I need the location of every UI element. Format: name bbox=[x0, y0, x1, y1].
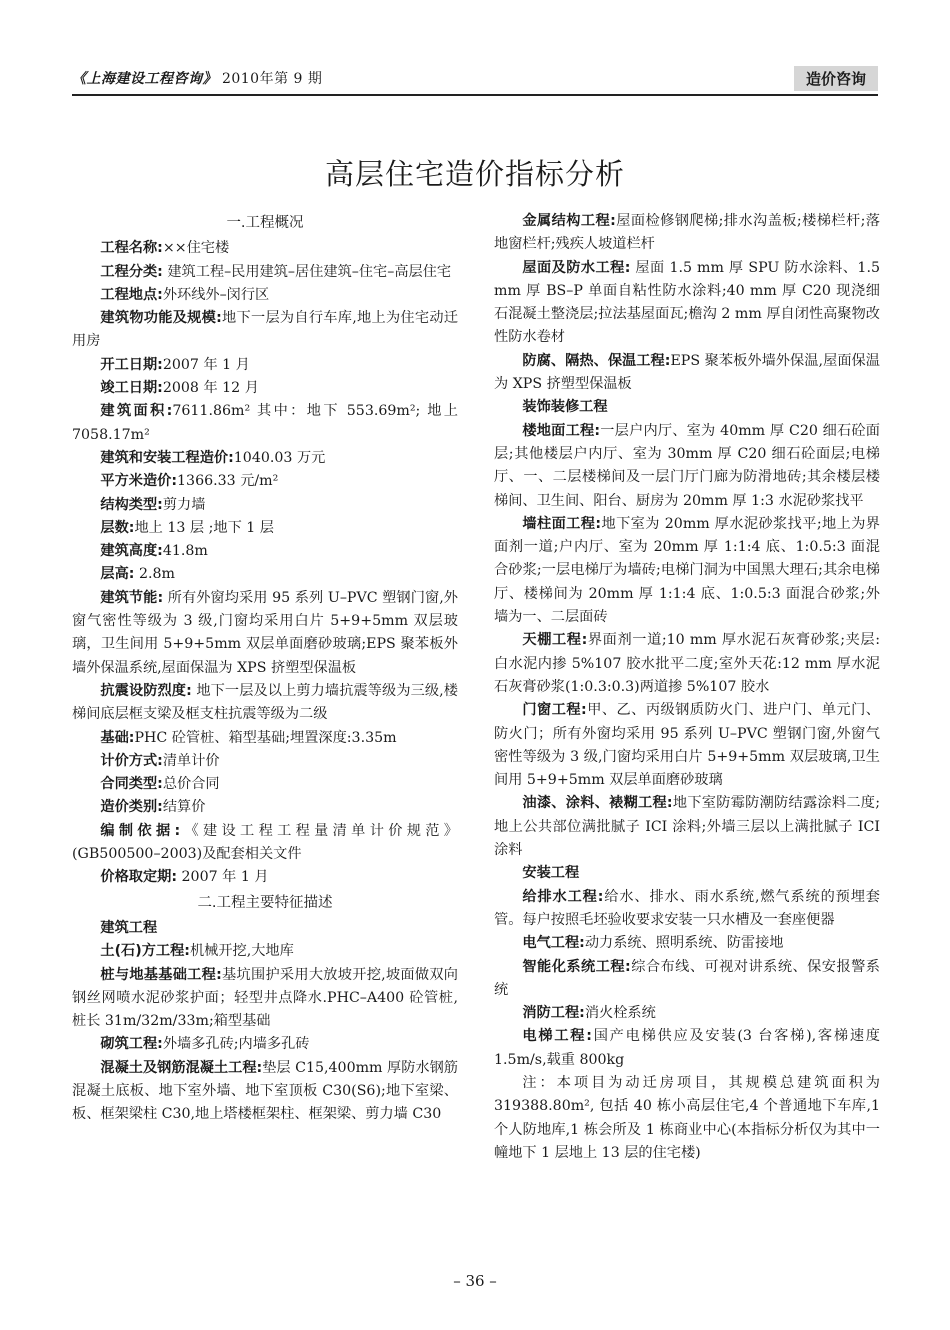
field-value: 动力系统、照明系统、防雷接地 bbox=[584, 935, 784, 952]
field-paragraph bbox=[72, 540, 458, 563]
field-label: 计价方式: bbox=[100, 752, 163, 769]
field-value: 2007 年 1 月 bbox=[162, 356, 250, 373]
field-value: 2.8m bbox=[134, 566, 175, 583]
field-value: 地上 13 层 ;地下 1 层 bbox=[134, 519, 274, 536]
field-label: 工程分类: bbox=[100, 263, 163, 280]
field-value: 甲、乙、丙级钢质防火门、进户门、单元门、防火门；所有外窗均采用 95 系列 U–PVC 塑钢门窗,外窗气密性等级为 3 级,门窗均采用白片 5+9+5mm 双层玻璃,卫生间用 5+9+5mm 双层单面磨砂玻璃 bbox=[494, 702, 880, 789]
field-label: 墙柱面工程: bbox=[522, 515, 602, 532]
field-label: 土(石)方工程: bbox=[100, 943, 190, 960]
field-label: 合同类型: bbox=[100, 776, 163, 793]
field-paragraph bbox=[72, 261, 458, 284]
field-label: 开工日期: bbox=[100, 356, 163, 373]
field-value: 结算价 bbox=[162, 799, 206, 816]
field-label: 防腐、隔热、保温工程: bbox=[522, 352, 671, 369]
field-value: 1366.33 元/m² bbox=[177, 473, 279, 490]
field-value: 垫层 C15,400mm 厚防水钢筋混凝土底板、地下室外墙、地下室顶板 C30(S6);地下室梁、板、框架梁柱 C30,地上塔楼框架柱、框架梁、剪力墙 C30 bbox=[72, 1059, 458, 1123]
subsection-heading: 装饰装修工程 bbox=[522, 399, 608, 416]
field-label: 工程地点: bbox=[100, 286, 163, 303]
field-label: 智能化系统工程: bbox=[522, 958, 631, 975]
field-paragraph bbox=[494, 956, 880, 1003]
field-value: 《建设工程工程量清单计价规范》(GB500500–2003)及配套相关文件 bbox=[72, 822, 458, 863]
field-paragraph bbox=[494, 629, 880, 699]
field-label: 基础: bbox=[100, 729, 135, 746]
field-value: 地下室防霉防潮防结露涂料二度;地上公共部位满批腻子 ICI 涂料;外墙三层以上满批腻子 ICI 涂料 bbox=[494, 795, 880, 859]
field-label: 竣工日期: bbox=[100, 380, 163, 397]
field-value: 1040.03 万元 bbox=[233, 449, 326, 466]
field-label: 抗震设防烈度: bbox=[100, 682, 192, 699]
field-label: 金属结构工程: bbox=[522, 213, 616, 229]
field-label: 楼地面工程: bbox=[522, 422, 601, 439]
field-value: 2008 年 12 月 bbox=[162, 380, 259, 397]
field-label: 建筑面积: bbox=[100, 403, 173, 420]
field-label: 层高: bbox=[100, 566, 135, 583]
field-paragraph bbox=[72, 964, 458, 1034]
field-value: 2007 年 1 月 bbox=[177, 869, 269, 886]
field-paragraph bbox=[72, 680, 458, 727]
field-value: 屋面 1.5 mm 厚 SPU 防水涂料、1.5 mm 厚 BS–P 单面自粘性防水涂料;40 mm 厚 C20 现浇细石混凝土整浇层;拉法基屋面瓦;檐沟 2 mm 厚自闭性高聚物改性防水卷材 bbox=[494, 259, 880, 346]
field-paragraph bbox=[494, 210, 880, 257]
section-tag: 造价咨询 bbox=[794, 66, 878, 91]
field-paragraph bbox=[72, 1057, 458, 1127]
journal-title: 《上海建设工程咨询》 bbox=[72, 71, 217, 87]
left-column bbox=[72, 210, 458, 1127]
field-label: 天棚工程: bbox=[522, 632, 588, 649]
field-label: 结构类型: bbox=[100, 496, 163, 513]
page-header bbox=[72, 66, 878, 92]
journal-issue: 2010年第 9 期 bbox=[221, 71, 323, 87]
field-value: 界面剂一道;10 mm 厚水泥石灰膏砂浆;夹层:白水泥内掺 5%107 胶水批平二度;室外天花:12 mm 厚水泥石灰膏砂浆(1:0.3:0.3)两道掺 5%107 胶水 bbox=[494, 632, 880, 695]
header-rule bbox=[72, 94, 878, 96]
field-value: 地下室为 20mm 厚水泥砂浆找平;地上为界面剂一道;户内厅、室为 20mm 厚 1:1:4 底、1:0.5:3 面混合砂浆;一层电梯厅为墙砖;电梯门洞为中国黑大理石;其余电梯厅、楼梯间为 20mm 厚 1:1:4 底、1:0.5:3 面混合砂浆;外墙为一、二层面砖 bbox=[494, 515, 880, 626]
right-column bbox=[494, 210, 880, 1165]
field-value: 地下一层为自行车库,地上为住宅动迁用房 bbox=[72, 310, 458, 350]
field-value: 国产电梯供应及安装(3 台客梯),客梯速度 1.5m/s,载重 800kg bbox=[494, 1028, 880, 1068]
field-label: 电气工程: bbox=[522, 935, 585, 952]
field-value: 剪力墙 bbox=[162, 496, 206, 513]
field-value: 建筑工程–民用建筑–居住建筑–住宅–高层住宅 bbox=[162, 263, 452, 280]
field-paragraph bbox=[72, 1033, 458, 1056]
field-label: 屋面及防水工程: bbox=[522, 259, 631, 276]
field-paragraph bbox=[72, 400, 458, 447]
field-paragraph bbox=[72, 866, 458, 889]
field-paragraph bbox=[494, 1025, 880, 1072]
field-label: 建筑高度: bbox=[100, 543, 163, 560]
field-paragraph bbox=[72, 940, 458, 963]
subsection-heading: 建筑工程 bbox=[100, 919, 158, 936]
field-paragraph bbox=[72, 820, 458, 867]
section-heading: 一.工程概况 bbox=[226, 215, 304, 231]
field-paragraph bbox=[72, 587, 458, 680]
field-paragraph bbox=[72, 354, 458, 377]
field-value: 机械开挖,大地库 bbox=[189, 943, 294, 960]
field-value: 消火栓系统 bbox=[584, 1005, 656, 1022]
field-paragraph bbox=[72, 307, 458, 354]
field-label: 油漆、涂料、裱糊工程: bbox=[522, 795, 673, 812]
field-value: 所有外窗均采用 95 系列 U–PVC 塑钢门窗,外窗气密性等级为 3 级,门窗均采用白片 5+9+5mm 双层玻璃，卫生间用 5+9+5mm 双层单面磨砂玻璃;EPS 聚苯板外墙外保温系统,屋面保温为 XPS 挤塑型保温板 bbox=[72, 589, 458, 676]
field-value: ××住宅楼 bbox=[162, 240, 230, 257]
field-value: 给水、排水、雨水系统,燃气系统的预埋套管。每户按照毛坯验收要求安装一只水槽及一套座便器 bbox=[494, 888, 880, 928]
field-paragraph bbox=[72, 563, 458, 586]
field-paragraph bbox=[72, 237, 458, 260]
field-paragraph bbox=[72, 773, 458, 796]
field-label: 层数: bbox=[100, 519, 135, 536]
field-paragraph bbox=[494, 257, 880, 350]
subsection-heading: 安装工程 bbox=[522, 865, 580, 882]
field-paragraph bbox=[494, 792, 880, 862]
field-paragraph bbox=[72, 377, 458, 400]
field-label: 建筑和安装工程造价: bbox=[100, 449, 234, 466]
project-note: 注：本项目为动迁房项目，其规模总建筑面积为 319388.80m², 包括 40 栋小高层住宅,4 个普通地下车库,1 个人防地库,1 栋会所及 1 栋商业中心(本指标分析仅为其中一幢地下 1 层地上 13 层的住宅楼) bbox=[494, 1074, 880, 1161]
field-paragraph bbox=[494, 420, 880, 513]
field-label: 给排水工程: bbox=[522, 888, 604, 905]
field-paragraph bbox=[72, 284, 458, 307]
field-paragraph bbox=[72, 796, 458, 819]
field-paragraph bbox=[494, 513, 880, 629]
field-paragraph bbox=[72, 750, 458, 773]
field-label: 电梯工程: bbox=[522, 1028, 592, 1045]
field-paragraph bbox=[72, 470, 458, 493]
field-paragraph bbox=[72, 447, 458, 470]
field-label: 平方米造价: bbox=[100, 473, 178, 490]
field-value: 外环线外–闵行区 bbox=[162, 286, 270, 303]
field-paragraph bbox=[72, 517, 458, 540]
field-paragraph bbox=[494, 886, 880, 933]
field-label: 桩与地基基础工程: bbox=[100, 966, 222, 983]
field-value: 综合布线、可视对讲系统、保安报警系统 bbox=[494, 958, 880, 998]
field-paragraph bbox=[494, 350, 880, 397]
field-label: 造价类别: bbox=[100, 799, 163, 816]
field-value: 基坑围护采用大放坡开挖,坡面做双向钢丝网喷水泥砂浆护面；轻型井点降水.PHC–A400 砼管桩,桩长 31m/32m/33m;箱型基础 bbox=[72, 966, 458, 1030]
page-number: – 36 – bbox=[453, 1272, 497, 1290]
field-value: EPS 聚苯板外墙外保温,屋面保温为 XPS 挤塑型保温板 bbox=[494, 352, 880, 393]
field-label: 门窗工程: bbox=[522, 702, 587, 719]
field-paragraph bbox=[494, 699, 880, 792]
field-label: 价格取定期: bbox=[100, 869, 178, 886]
field-label: 建筑节能: bbox=[100, 589, 164, 606]
field-value: 地下一层及以上剪力墙抗震等级为三级,楼梯间底层框支梁及框支柱抗震等级为二级 bbox=[72, 682, 458, 723]
field-value: 外墙多孔砖;内墙多孔砖 bbox=[162, 1036, 310, 1053]
journal-info bbox=[72, 68, 322, 88]
field-paragraph bbox=[72, 727, 458, 750]
field-label: 砌筑工程: bbox=[100, 1036, 163, 1053]
field-label: 工程名称: bbox=[100, 240, 163, 257]
field-paragraph bbox=[494, 1002, 880, 1025]
field-value: 总价合同 bbox=[162, 776, 220, 793]
field-value: 清单计价 bbox=[162, 752, 220, 769]
section-heading: 二.工程主要特征描述 bbox=[197, 894, 333, 911]
field-label: 消防工程: bbox=[522, 1005, 585, 1022]
field-paragraph bbox=[72, 494, 458, 517]
field-label: 建筑物功能及规模: bbox=[100, 310, 222, 327]
field-value: 屋面检修钢爬梯;排水沟盖板;楼梯栏杆;落地窗栏杆;残疾人坡道栏杆 bbox=[494, 213, 880, 253]
field-value: 41.8m bbox=[162, 543, 208, 560]
field-value: 7611.86m² 其中：地下 553.69m²; 地上 7058.17m² bbox=[72, 403, 458, 443]
article-title: 高层住宅造价指标分析 bbox=[324, 157, 625, 191]
field-value: 一层户内厅、室为 40mm 厚 C20 细石砼面层;其他楼层户内厅、室为 30mm 厚 C20 细石砼面层;电梯厅、一、二层楼梯间及一层门厅门廊为防滑地砖;其余楼层楼梯间、卫生间、阳台、厨房为 20mm 厚 1:3 水泥砂浆找平 bbox=[494, 422, 880, 509]
field-label: 编制依据: bbox=[100, 822, 181, 839]
field-paragraph bbox=[494, 932, 880, 955]
field-label: 混凝土及钢筋混凝土工程: bbox=[100, 1059, 263, 1076]
field-value: PHC 砼管桩、箱型基础;埋置深度:3.35m bbox=[134, 729, 397, 746]
